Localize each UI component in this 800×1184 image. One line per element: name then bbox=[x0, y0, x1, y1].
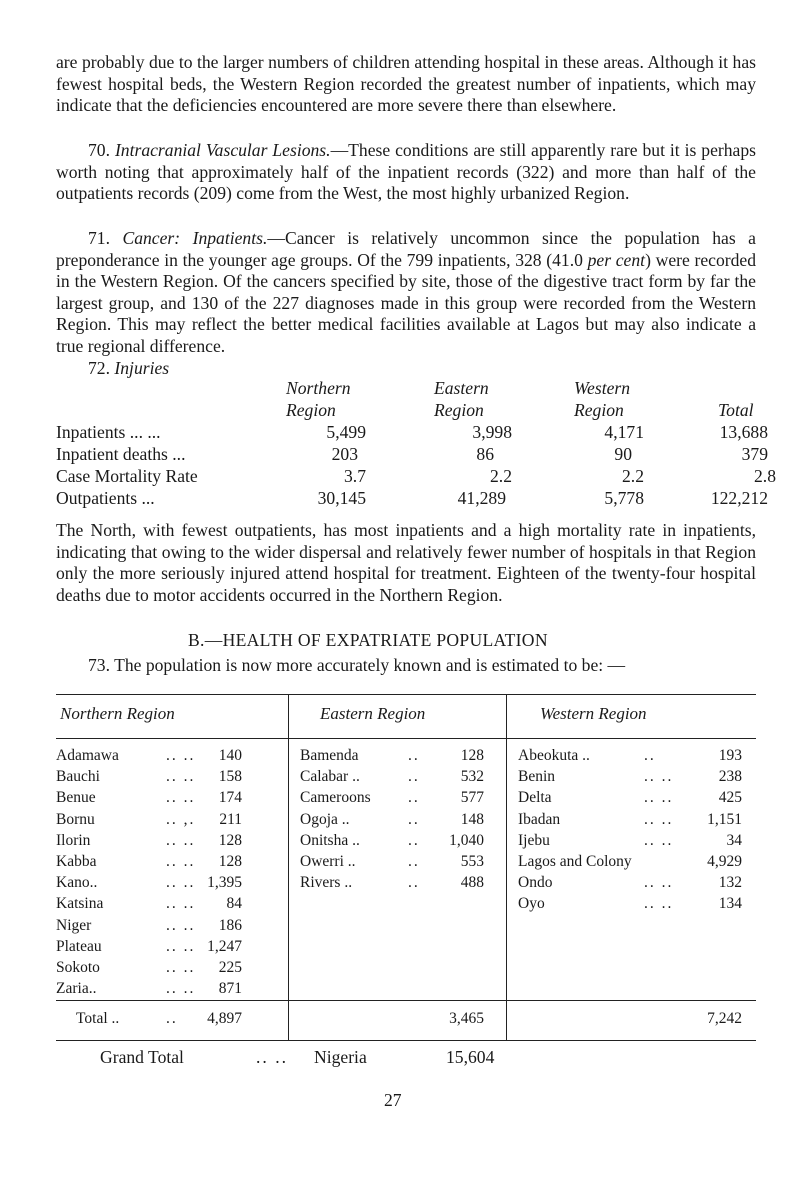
row-label: Inpatient deaths ... bbox=[56, 444, 186, 464]
grand-total-dots: .. .. bbox=[256, 1047, 288, 1067]
cell-western: 90 bbox=[614, 444, 632, 464]
northern-dots: .. .. bbox=[166, 853, 196, 870]
intro-text: are probably due to the larger numbers of children attending hospital in these areas. Although it has fewest hospital beds, the Western Region recorded the greatest number of inpatients, which may indicate that the deficiencies encountered are more severe there than elsewhere. bbox=[56, 52, 756, 116]
northern-dots: .. .. bbox=[166, 747, 196, 764]
injuries-header-total: Total bbox=[718, 400, 754, 420]
eastern-value: 532 bbox=[460, 768, 484, 786]
western-value: 4,929 bbox=[707, 853, 742, 870]
eastern-dots: .. bbox=[408, 810, 420, 828]
northern-value: 84 bbox=[226, 895, 242, 913]
injuries-row-mortality bbox=[56, 466, 776, 488]
western-name: Oyo bbox=[518, 895, 545, 913]
northern-name: Bauchi bbox=[56, 768, 100, 786]
northern-value: 174 bbox=[218, 789, 242, 807]
western-name: Benin bbox=[518, 768, 556, 786]
injuries-header-eastern-1: Eastern bbox=[434, 378, 489, 398]
p71-number: 71. bbox=[88, 228, 110, 248]
northern-name: Benue bbox=[56, 789, 96, 807]
cell-eastern: 41,289 bbox=[457, 488, 506, 508]
western-dots: .. .. bbox=[644, 810, 674, 828]
northern-value: 871 bbox=[218, 980, 242, 998]
northern-value: 140 bbox=[218, 747, 242, 764]
northern-value: 211 bbox=[219, 810, 242, 828]
cell-eastern: 86 bbox=[476, 444, 494, 464]
western-name: Ondo bbox=[518, 874, 553, 892]
western-dots: .. .. bbox=[644, 895, 674, 913]
northern-value: 1,395 bbox=[207, 874, 242, 892]
cell-northern: 3.7 bbox=[344, 466, 366, 486]
western-dots: .. .. bbox=[644, 789, 674, 807]
western-total-value: 7,242 bbox=[707, 1010, 742, 1027]
p70-number: 70. bbox=[88, 140, 110, 160]
northern-total-dots: .. bbox=[166, 1010, 178, 1027]
grand-total-value: 15,604 bbox=[446, 1047, 495, 1067]
cell-northern: 203 bbox=[331, 444, 358, 464]
northern-value: 225 bbox=[218, 959, 242, 976]
header-western-region: Western Region bbox=[540, 704, 647, 723]
injuries-row-deaths bbox=[56, 444, 776, 466]
northern-dots: .. .. bbox=[166, 831, 196, 849]
section-b-heading: B.—HEALTH OF EXPATRIATE POPULATION bbox=[188, 630, 548, 650]
northern-dots: .. .. bbox=[166, 789, 196, 807]
eastern-name: Rivers .. bbox=[300, 874, 353, 892]
western-dots: .. .. bbox=[644, 831, 674, 849]
cell-northern: 5,499 bbox=[326, 422, 366, 442]
northern-name: Kabba bbox=[56, 853, 97, 870]
northern-name: Adamawa bbox=[56, 747, 119, 764]
eastern-dots: .. bbox=[408, 831, 420, 849]
northern-dots: .. .. bbox=[166, 874, 196, 892]
cell-western: 2.2 bbox=[622, 466, 644, 486]
western-value: 34 bbox=[726, 831, 742, 849]
northern-name: Plateau bbox=[56, 937, 102, 955]
cell-total: 379 bbox=[741, 444, 768, 464]
eastern-dots: .. bbox=[408, 874, 420, 892]
north-text: The North, with fewest outpatients, has most inpatients and a high mortality rate in inpatients, indicating that owing to the wider dispersal and relatively fewer number of hospitals in that Region only the more seriously injured attend hospital for treatment. Eighteen of the twenty-four hospital deaths due to motor accidents occurred in the Northern Region. bbox=[56, 520, 756, 605]
western-value: 132 bbox=[718, 874, 742, 892]
eastern-value: 488 bbox=[460, 874, 484, 892]
injuries-header-eastern-2: Region bbox=[434, 400, 484, 420]
eastern-value: 128 bbox=[460, 747, 484, 764]
western-value: 193 bbox=[718, 747, 742, 764]
p71-per-cent: per cent bbox=[587, 249, 646, 270]
table-top-rule bbox=[56, 694, 756, 695]
p72-title: Injuries bbox=[114, 358, 170, 378]
header-eastern-region: Eastern Region bbox=[320, 704, 426, 723]
northern-total-label: Total .. bbox=[76, 1010, 120, 1027]
p70-title: Intracranial Vascular Lesions. bbox=[114, 140, 331, 160]
row-label: Inpatients ... ... bbox=[56, 422, 161, 442]
injuries-row-outpatients bbox=[56, 488, 776, 510]
paragraph-73: 73. The population is now more accurately known and is estimated to be: — bbox=[88, 655, 626, 675]
western-name: Abeokuta .. bbox=[518, 747, 590, 764]
northern-value: 128 bbox=[218, 831, 242, 849]
paragraph-north bbox=[56, 520, 756, 606]
northern-dots: .. .. bbox=[166, 768, 196, 786]
table-bottom-rule bbox=[56, 1040, 756, 1041]
row-label: Case Mortality Rate bbox=[56, 466, 198, 486]
injuries-header-northern-2: Region bbox=[286, 400, 336, 420]
injuries-header-row-1 bbox=[56, 378, 776, 400]
northern-name: Ilorin bbox=[56, 831, 91, 849]
eastern-value: 577 bbox=[460, 789, 484, 807]
northern-value: 1,247 bbox=[207, 937, 242, 955]
northern-value: 128 bbox=[218, 853, 242, 870]
injuries-table bbox=[56, 378, 776, 510]
northern-dots: .. ,. bbox=[166, 810, 196, 828]
cell-western: 5,778 bbox=[604, 488, 644, 508]
northern-total-value: 4,897 bbox=[207, 1010, 242, 1027]
northern-name: Bornu bbox=[56, 810, 95, 828]
p70-text: —These conditions are still apparently rare but it is perhaps worth noting that approximately half of the inpatient records (322) and more than half of the outpatients records (209) come from the West, the most highly urbanized Region. bbox=[56, 140, 756, 204]
page-number: 27 bbox=[384, 1090, 402, 1110]
intro-paragraph bbox=[56, 52, 756, 117]
p71-text-b: ) were recorded in the Western Region. Of the cancers specified by site, those of the digestive tract form by far the largest group, and 130 of the 227 diagnoses made in this group were recorded from the Western Region. This may reflect the better medical facilities available at Lagos but may also indicate a true regional difference. bbox=[56, 249, 757, 356]
row-label: Outpatients ... bbox=[56, 488, 155, 508]
eastern-dots: .. bbox=[408, 853, 420, 870]
northern-dots: .. .. bbox=[166, 937, 196, 955]
population-table bbox=[56, 682, 756, 1042]
western-value: 238 bbox=[718, 768, 742, 786]
western-name: Lagos and Colony bbox=[518, 853, 632, 870]
p72-number: 72. bbox=[88, 358, 110, 378]
eastern-name: Owerri .. bbox=[300, 853, 356, 870]
eastern-value: 1,040 bbox=[449, 831, 484, 849]
western-value: 425 bbox=[718, 789, 742, 807]
p71-text-a: —Cancer is relatively uncommon since the population has a preponderance in the younger age groups. Of the 799 inpatients, 328 (41.0 bbox=[56, 228, 756, 270]
northern-dots: .. .. bbox=[166, 916, 196, 934]
northern-value: 186 bbox=[218, 916, 242, 934]
western-name: Ijebu bbox=[518, 831, 550, 849]
northern-value: 158 bbox=[218, 768, 242, 786]
paragraph-70 bbox=[56, 140, 756, 205]
p71-title: Cancer: Inpatients. bbox=[122, 228, 268, 248]
cell-eastern: 2.2 bbox=[490, 466, 512, 486]
table-header-rule bbox=[56, 738, 756, 739]
header-northern-region: Northern Region bbox=[60, 704, 175, 723]
cell-total: 13,688 bbox=[719, 422, 768, 442]
eastern-name: Ogoja .. bbox=[300, 810, 350, 828]
northern-dots: .. .. bbox=[166, 980, 196, 998]
cell-total: 122,212 bbox=[710, 488, 768, 508]
eastern-dots: .. bbox=[408, 789, 420, 807]
eastern-value: 148 bbox=[460, 810, 484, 828]
eastern-value: 553 bbox=[460, 853, 484, 870]
northern-dots: .. .. bbox=[166, 895, 196, 913]
western-value: 1,151 bbox=[707, 810, 742, 828]
northern-name: Sokoto bbox=[56, 959, 100, 976]
injuries-row-inpatients bbox=[56, 422, 776, 444]
western-dots: .. bbox=[644, 747, 656, 764]
grand-total-label: Grand Total bbox=[100, 1047, 184, 1067]
eastern-name: Bamenda bbox=[300, 747, 359, 764]
section-72-heading bbox=[88, 358, 169, 379]
cell-total: 2.8 bbox=[754, 466, 776, 486]
eastern-dots: .. bbox=[408, 768, 420, 786]
western-name: Delta bbox=[518, 789, 552, 807]
cell-western: 4,171 bbox=[604, 422, 644, 442]
paragraph-71 bbox=[56, 228, 756, 358]
cell-northern: 30,145 bbox=[317, 488, 366, 508]
injuries-header-northern-1: Northern bbox=[286, 378, 351, 398]
column-divider-2 bbox=[506, 694, 507, 1040]
column-divider-1 bbox=[288, 694, 289, 1040]
northern-name: Kano.. bbox=[56, 874, 98, 892]
western-name: Ibadan bbox=[518, 810, 561, 828]
eastern-dots: .. bbox=[408, 747, 420, 764]
injuries-header-western-1: Western bbox=[574, 378, 631, 398]
cell-eastern: 3,998 bbox=[472, 422, 512, 442]
western-dots: .. .. bbox=[644, 874, 674, 892]
table-total-rule bbox=[56, 1000, 756, 1001]
grand-total-place: Nigeria bbox=[314, 1047, 367, 1067]
injuries-header-row-2 bbox=[56, 400, 776, 422]
eastern-name: Onitsha .. bbox=[300, 831, 360, 849]
eastern-total-value: 3,465 bbox=[449, 1010, 484, 1027]
eastern-name: Calabar .. bbox=[300, 768, 360, 786]
western-value: 134 bbox=[718, 895, 742, 913]
northern-dots: .. .. bbox=[166, 959, 196, 976]
western-dots: .. .. bbox=[644, 768, 674, 786]
eastern-name: Cameroons bbox=[300, 789, 371, 807]
injuries-header-western-2: Region bbox=[574, 400, 624, 420]
northern-name: Zaria.. bbox=[56, 980, 97, 998]
northern-name: Niger bbox=[56, 916, 92, 934]
northern-name: Katsina bbox=[56, 895, 104, 913]
